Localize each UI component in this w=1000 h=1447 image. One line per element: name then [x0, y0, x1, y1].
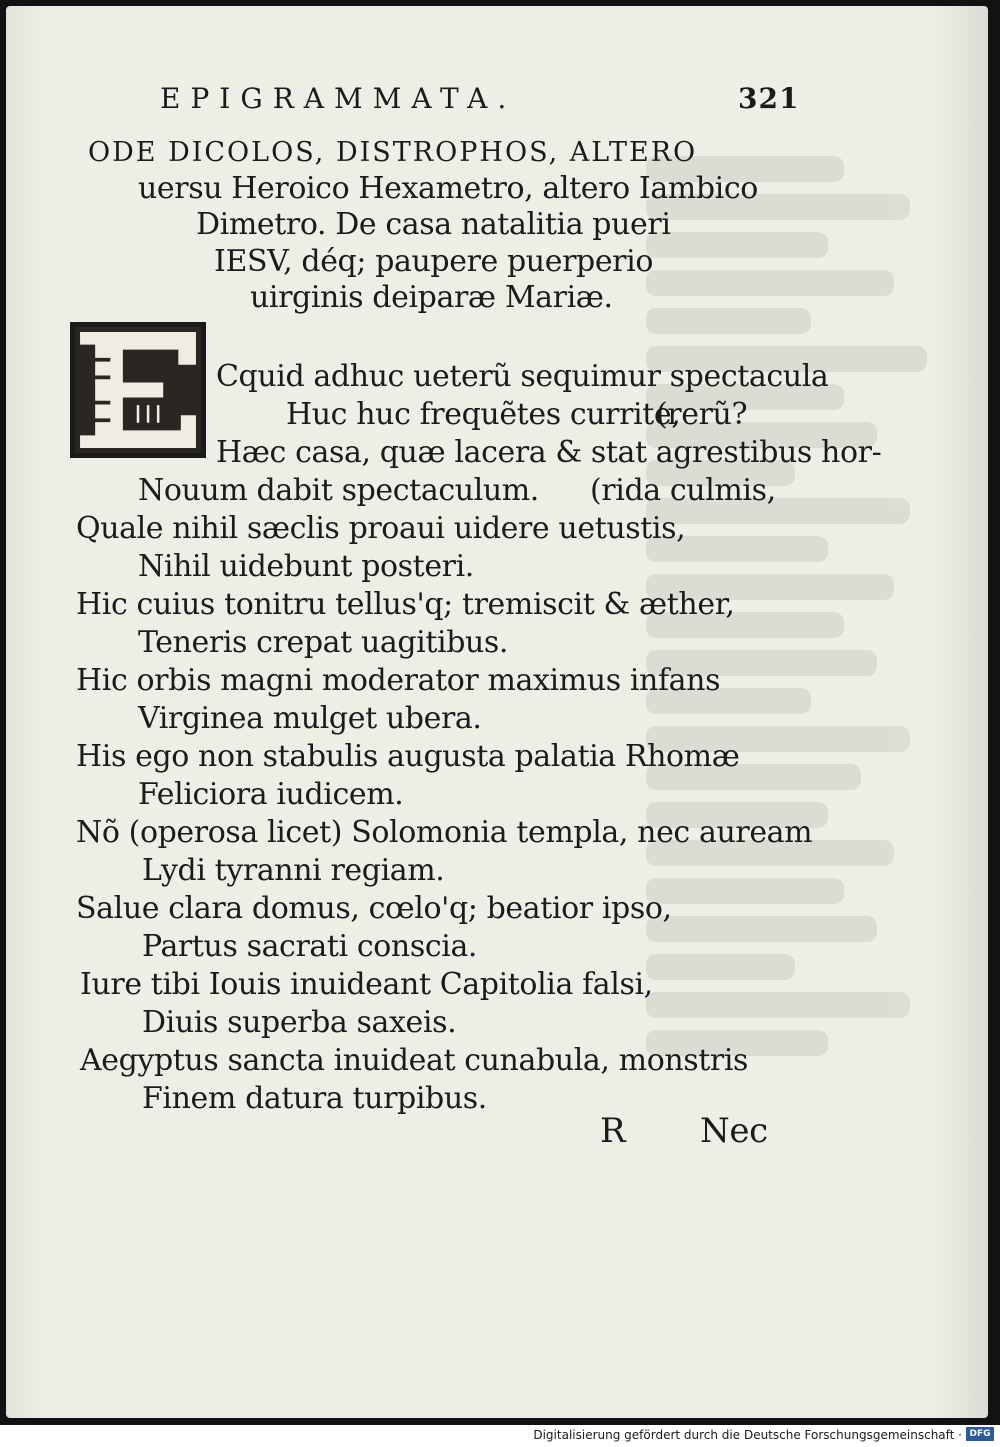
page-number: 321: [738, 82, 800, 115]
bleed-through-shadow: [646, 156, 976, 1156]
digitization-credit: Digitalisierung gefördert durch die Deutsche Forschungsgemeinschaft ·: [533, 1428, 962, 1442]
signature-mark: R: [600, 1111, 626, 1151]
poem-line-14: Lydi tyranni regiam.: [142, 853, 445, 888]
poem-line-8: Teneris crepat uagitibus.: [138, 625, 509, 660]
poem-line-11: His ego non stabulis augusta palatia Rhomæ: [76, 739, 740, 774]
poem-line-4: Nouum dabit spectaculum.: [138, 473, 539, 508]
poem-line-10: Virginea mulget ubera.: [138, 701, 482, 736]
poem-line-1: Cquid adhuc ueterũ sequimur spectacula: [216, 359, 829, 394]
poem-line-13: Nõ (operosa licet) Solomonia templa, nec auream: [76, 815, 813, 850]
heading-line-1: ODE DICOLOS, DISTROPHOS, ALTERO: [88, 137, 698, 168]
poem-line-15: Salue clara domus, cœlo'q; beatior ipso,: [76, 891, 672, 926]
heading-line-3: Dimetro. De casa natalitia pueri: [196, 207, 671, 242]
poem-line-16: Partus sacrati conscia.: [142, 929, 478, 964]
initial-e-icon: [75, 327, 201, 453]
running-head-title: EPIGRAMMATA.: [160, 82, 517, 115]
dfg-logo-icon: DFG: [966, 1427, 994, 1441]
poem-line-7: Hic cuius tonitru tellus'q; tremiscit & æther,: [76, 587, 735, 622]
poem-line-2: Huc huc frequẽtes currite,: [286, 397, 681, 432]
poem-line-9: Hic orbis magni moderator maximus infans: [76, 663, 721, 698]
heading-line-4: IESV, déq; paupere puerperio: [214, 244, 653, 279]
poem-line-17: Iure tibi Iouis inuideant Capitolia falsi,: [80, 967, 653, 1002]
poem-line-12: Feliciora iudicem.: [138, 777, 404, 812]
heading-line-2: uersu Heroico Hexametro, altero Iambico: [138, 171, 758, 206]
poem-line-2-turnover: (rerũ?: [656, 397, 748, 432]
poem-line-18: Diuis superba saxeis.: [142, 1005, 457, 1040]
poem-line-5: Quale nihil sæclis proaui uidere uetustis,: [76, 511, 686, 546]
poem-line-19: Aegyptus sancta inuideat cunabula, monstris: [80, 1043, 749, 1078]
poem-line-6: Nihil uidebunt posteri.: [138, 549, 474, 584]
catchword: Nec: [700, 1111, 768, 1151]
woodcut-initial-e: [70, 322, 206, 458]
poem-line-3-turnover: (rida culmis,: [590, 473, 776, 508]
heading-line-5: uirginis deiparæ Mariæ.: [250, 280, 613, 315]
poem-line-20: Finem datura turpibus.: [142, 1081, 487, 1116]
poem-line-3: Hæc casa, quæ lacera & stat agrestibus hor-: [216, 435, 882, 470]
